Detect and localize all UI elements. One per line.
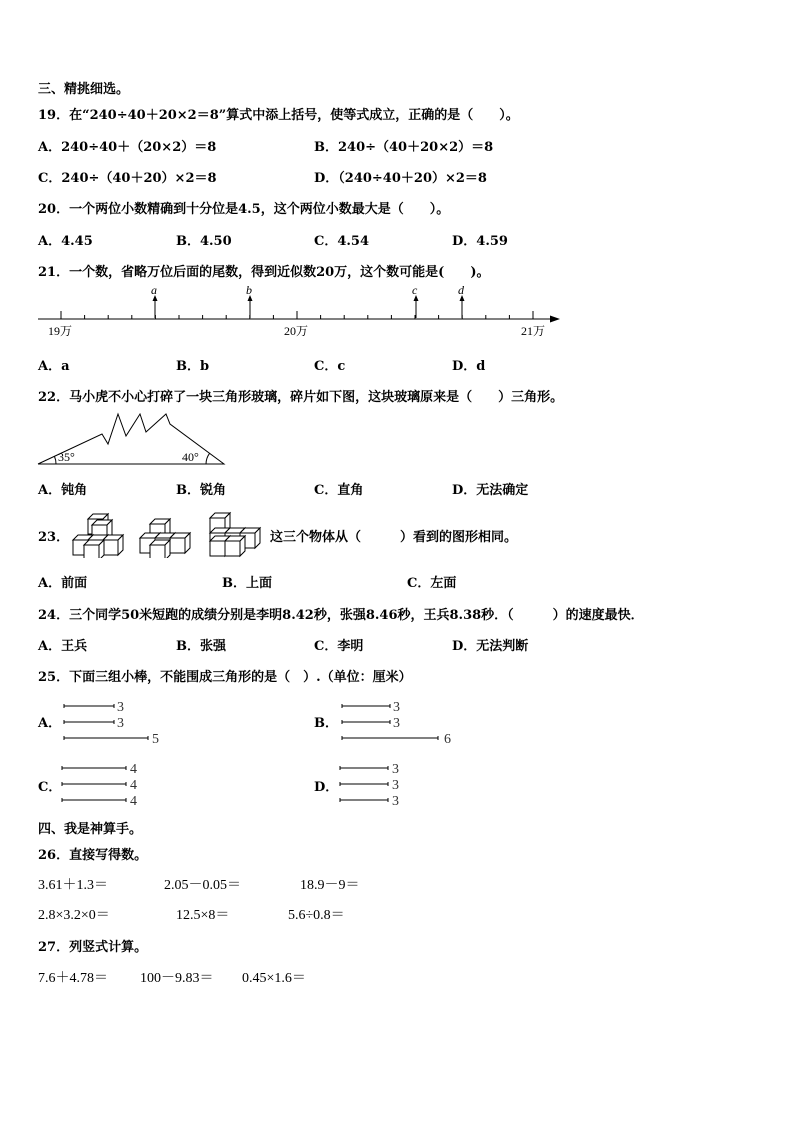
stick-label: 4: [130, 778, 137, 793]
q24-option-d[interactable]: D．无法判断: [452, 639, 529, 654]
sticks-group-c: [58, 760, 158, 810]
question-25-stem: 25．下面三组小棒，不能围成三角形的是（ ）.（单位：厘米）: [38, 670, 412, 685]
q20-option-d[interactable]: D．4.59: [452, 234, 508, 249]
q25-option-a[interactable]: A．: [38, 716, 62, 731]
question-22-stem: 22．马小虎不小心打碎了一块三角形玻璃，碎片如下图，这块玻璃原来是（ ）三角形。: [38, 390, 564, 405]
right-angle-arc: [206, 453, 210, 464]
stick-label: 6: [444, 732, 451, 747]
question-19-stem: 19．在“240÷40＋20×2＝8”算式中添上括号，使等式成立，正确的是（ ）。: [38, 108, 519, 123]
point-a: [151, 283, 158, 318]
object-2: [140, 519, 190, 558]
q22-option-c[interactable]: C．直角: [314, 483, 364, 498]
q22-option-a[interactable]: A．钝角: [38, 483, 88, 498]
question-24-stem: 24．三个同学50米短跑的成绩分别是李明8.42秒，张强8.46秒，王兵8.38秒．（ ）的速度最快．: [38, 608, 644, 623]
number-line-figure: [30, 282, 570, 344]
sticks-group-d: [336, 760, 436, 810]
stick-label: 3: [117, 716, 124, 731]
point-b: [246, 283, 253, 318]
section-title: 四、我是神算手。: [38, 822, 143, 837]
q20-option-a[interactable]: A．4.45: [38, 234, 93, 249]
q20-option-b[interactable]: B．4.50: [176, 234, 232, 249]
stick-label: 3: [392, 778, 399, 793]
stick-label: 4: [130, 794, 137, 809]
q19-option-a[interactable]: A．240÷40＋（20×2）＝8: [38, 140, 217, 155]
tick-label-21: 21万: [521, 324, 546, 338]
q22-option-d[interactable]: D．无法确定: [452, 483, 529, 498]
stick-label: 3: [392, 762, 399, 777]
q21-option-d[interactable]: D．d: [452, 359, 486, 374]
object-3: [210, 513, 260, 556]
q25-option-b[interactable]: B．: [314, 716, 338, 731]
q24-option-c[interactable]: C．李明: [314, 639, 364, 654]
q23-option-b[interactable]: B．上面: [222, 576, 272, 591]
question-20-stem: 20．一个两位小数精确到十分位是4.5，这个两位小数最大是（ ）。: [38, 202, 450, 217]
object-1: [73, 514, 123, 558]
q24-option-b[interactable]: B．张强: [176, 639, 226, 654]
stick-label: 3: [117, 700, 124, 715]
left-angle-arc: [55, 457, 57, 465]
point-label-a: a: [151, 283, 157, 297]
q20-option-c[interactable]: C．4.54: [314, 234, 370, 249]
calc-item: 18.9－9＝: [300, 878, 360, 893]
stick-label: 3: [393, 716, 400, 731]
calc-item: 12.5×8＝: [176, 908, 230, 923]
q25-option-d[interactable]: D．: [314, 780, 339, 795]
section-title: 三、精挑细选。: [38, 82, 130, 97]
sticks-group-a: [60, 698, 180, 748]
calc-item: 5.6÷0.8＝: [288, 908, 345, 923]
sticks-group-b: [338, 698, 468, 748]
calc-item: 0.45×1.6＝: [242, 971, 306, 986]
stick-label: 3: [392, 794, 399, 809]
q19-option-c[interactable]: C．240÷（40＋20）×2＝8: [38, 171, 217, 186]
stick-label: 3: [393, 700, 400, 715]
cube-objects-figure: [68, 508, 268, 558]
left-angle-label: 35°: [58, 450, 75, 464]
tick-label-20: 20万: [284, 324, 309, 338]
point-d: [458, 283, 465, 318]
question-21-stem: 21．一个数，省略万位后面的尾数，得到近似数20万，这个数可能是( )。: [38, 265, 490, 280]
calc-item: 100－9.83＝: [140, 971, 214, 986]
point-label-c: c: [412, 283, 418, 297]
point-label-b: b: [246, 283, 252, 297]
q21-option-a[interactable]: A．a: [38, 359, 70, 374]
question-23-stem: 这三个物体从（ ）看到的图形相同。: [270, 530, 518, 545]
q22-option-b[interactable]: B．锐角: [176, 483, 226, 498]
calc-item: 2.05－0.05＝: [164, 878, 241, 893]
q21-option-b[interactable]: B．b: [176, 359, 210, 374]
question-26-stem: 26．直接写得数。: [38, 848, 148, 863]
calc-item: 3.61＋1.3＝: [38, 878, 108, 893]
q23-option-a[interactable]: A．前面: [38, 576, 88, 591]
calc-item: 2.8×3.2×0＝: [38, 908, 110, 923]
q23-option-c[interactable]: C．左面: [407, 576, 457, 591]
question-23-number: 23．: [38, 530, 70, 545]
number-line-arrow: [550, 316, 560, 323]
q19-option-b[interactable]: B．240÷（40＋20×2）＝8: [314, 140, 494, 155]
right-angle-label: 40°: [182, 450, 199, 464]
tick-label-19: 19万: [48, 324, 73, 338]
calc-item: 7.6＋4.78＝: [38, 971, 108, 986]
q24-option-a[interactable]: A．王兵: [38, 639, 88, 654]
question-27-stem: 27．列竖式计算。: [38, 940, 148, 955]
broken-triangle-figure: [36, 410, 228, 468]
q21-option-c[interactable]: C．c: [314, 359, 346, 374]
q25-option-c[interactable]: C．: [38, 780, 62, 795]
stick-label: 4: [130, 762, 137, 777]
q19-option-d[interactable]: D．（240÷40＋20）×2＝8: [314, 171, 487, 186]
point-c: [412, 283, 419, 318]
point-label-d: d: [458, 283, 464, 297]
stick-label: 5: [152, 732, 159, 747]
